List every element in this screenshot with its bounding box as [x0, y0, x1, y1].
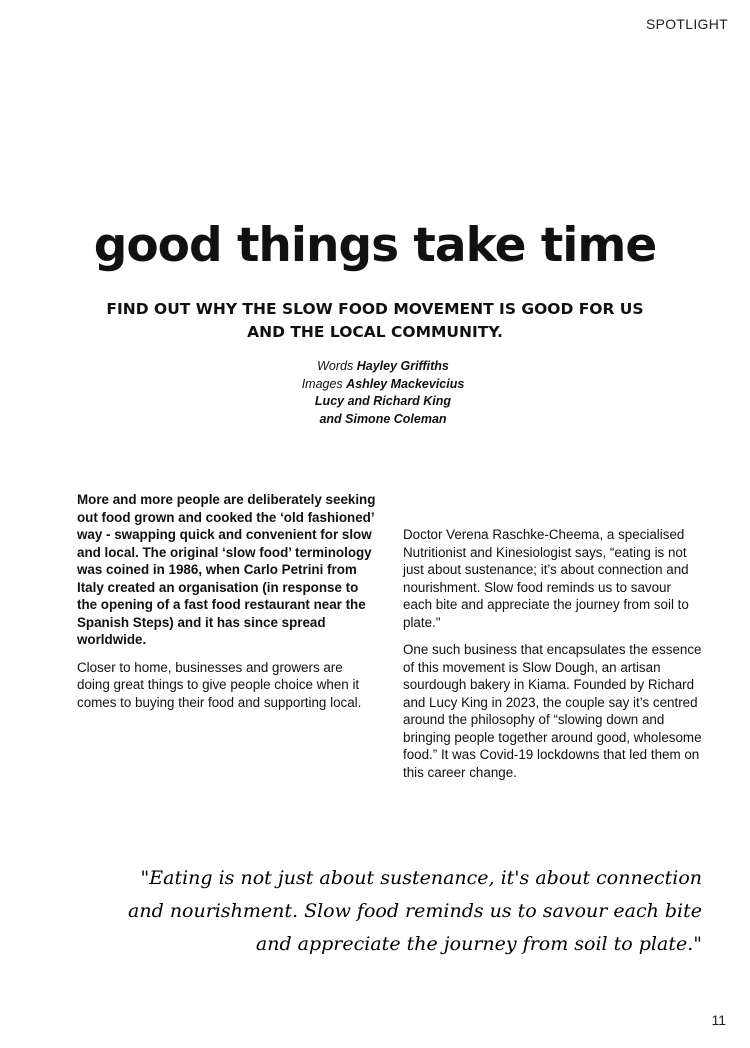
images-name-3: and Simone Coleman — [319, 411, 447, 426]
article-title: good things take time — [93, 218, 657, 273]
right-paragraph-1: Doctor Verena Raschke-Cheema, a specialised Nutritionist and Kinesiologist says, “eating is not just about sustenance; it’s about connection and nourishment. Slow food reminds us to savour each bite and appreciate the journey from soil to plate." — [403, 527, 689, 630]
left-column — [77, 491, 377, 721]
right-column — [403, 526, 703, 791]
pull-quote-line-2: and nourishment. Slow food reminds us to savour each bite — [128, 900, 702, 922]
left-paragraph: Closer to home, businesses and growers are doing great things to give people choice when it comes to buying their food and supporting local. — [77, 659, 362, 710]
page-number: 11 — [711, 1012, 726, 1028]
images-name: Ashley Mackevicius — [346, 376, 465, 391]
section-label: SPOTLIGHT — [645, 16, 728, 32]
article-deck: FIND OUT WHY THE SLOW FOOD MOVEMENT IS GOOD FOR US AND THE LOCAL COMMUNITY. — [106, 300, 644, 341]
pull-quote-line-1: "Eating is not just about sustenance, it's about connection — [140, 867, 702, 889]
credit-images — [0, 376, 750, 394]
images-name-2: Lucy and Richard King — [314, 394, 452, 408]
words-name: Hayley Griffiths — [356, 359, 449, 373]
right-paragraph-2: One such business that encapsulates the essence of this movement is Slow Dough, an artisan sourdough bakery in Kiama. Founded by Richard and Lucy King in 2023, the couple say it’s centred around the philosophy of “slowing down and bringing people together around good, wholesome food.” It was Covid-19 lockdowns that led them on this career change. — [403, 642, 702, 780]
article-credits — [0, 358, 750, 428]
pull-quote-line-3: and appreciate the journey from soil to plate." — [255, 933, 702, 955]
images-label: Images — [301, 376, 343, 391]
pull-quote — [122, 862, 702, 961]
credit-words — [0, 358, 750, 376]
words-label: Words — [317, 359, 354, 373]
lead-paragraph: More and more people are deliberately seeking out food grown and cooked the ‘old fashioned’ way - swapping quick and convenient for slow and local. The original ‘slow food’ terminology was coined in 1986, when Carlo Petrini from Italy created an organisation (in response to the opening of a fast food restaurant near the Spanish Steps) and it has since spread worldwide. — [77, 492, 376, 647]
